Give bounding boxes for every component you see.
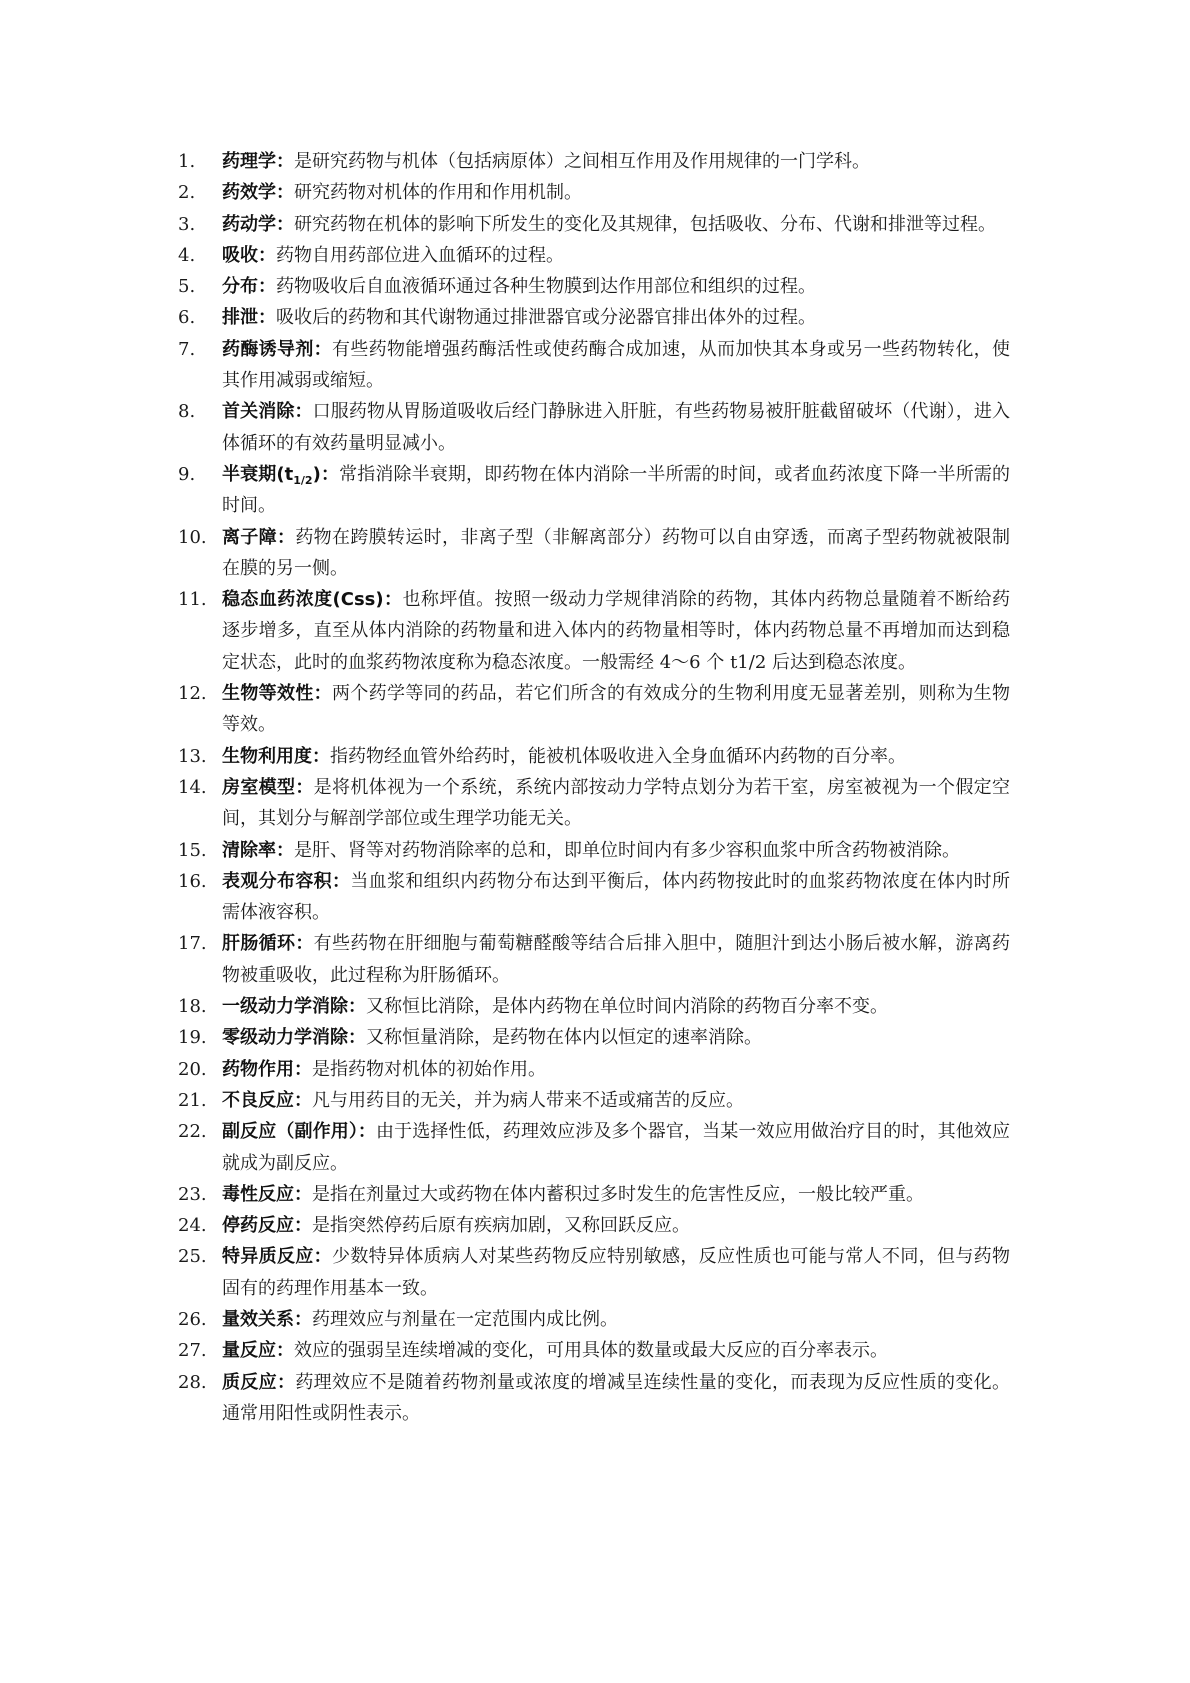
list-item [178,271,1010,302]
list-item [178,741,1010,772]
item-term [222,464,339,485]
list-item [178,146,1010,177]
list-item [178,1116,1010,1179]
list-item [178,835,1010,866]
item-body [222,1054,1010,1085]
list-item [178,459,1010,522]
item-body [222,396,1010,459]
list-item [178,991,1010,1022]
item-term: 肝肠循环： [222,933,314,955]
item-number: 25. [178,1246,207,1268]
item-text: 效应的强弱呈连续增减的变化，可用具体的数量或最大反应的百分率表示。 [294,1340,888,1362]
item-number: 12. [178,683,207,705]
item-body [222,177,1010,208]
item-term: 停药反应： [222,1215,312,1237]
item-term: 毒性反应： [222,1183,312,1205]
item-term: 质反应： [222,1371,296,1393]
item-number: 28. [178,1371,207,1393]
item-text: 有些药物在肝细胞与葡萄糖醛酸等结合后排入胆中，随胆汁到达小肠后被水解，游离药物被重吸收，此过程称为肝肠循环。 [222,933,1011,986]
item-number: 21. [178,1089,207,1111]
list-item [178,772,1010,835]
list-item [178,302,1010,333]
term-text-end: )： [312,463,340,485]
item-text: 药物在跨膜转运时，非离子型（非解离部分）药物可以自由穿透，而离子型药物就被限制在膜的另一侧。 [222,526,1011,579]
item-number: 6. [178,307,196,329]
item-number: 17. [178,933,207,955]
list-item [178,1241,1010,1304]
list-item [178,177,1010,208]
item-number: 7. [178,338,196,360]
item-term: 房室模型： [222,776,314,798]
item-body [222,1335,1010,1366]
item-text: 也称坪值。按照一级动力学规律消除的药物，其体内药物总量随着不断给药逐步增多，直至从体内消除的药物量和进入体内的药物量相等时，体内药物总量不再增加而达到稳定状态，此时的血浆药物浓度称为稳态浓度。一般需经 4～6 个 t1/2 后达到稳态浓度。 [222,589,1011,673]
item-number: 23. [178,1183,207,1205]
item-term: 药效学： [222,182,294,204]
item-body [222,1085,1010,1116]
item-body [222,1304,1010,1335]
item-text: 口服药物从胃肠道吸收后经门静脉进入肝脏，有些药物易被肝脏截留破坏（代谢），进入体循环的有效药量明显减小。 [222,401,1011,454]
item-text: 当血浆和组织内药物分布达到平衡后，体内药物按此时的血浆药物浓度在体内时所需体液容积。 [222,870,1011,924]
item-body [222,772,1010,835]
item-term: 生物等效性： [222,683,332,705]
item-term: 吸收： [222,244,276,266]
item-body [222,459,1010,522]
item-text: 少数特异体质病人对某些药物反应特别敏感，反应性质也可能与常人不同，但与药物固有的药理作用基本一致。 [222,1246,1010,1299]
item-body [222,928,1010,991]
item-body [222,271,1010,302]
list-item [178,1022,1010,1053]
item-number: 2. [178,182,196,204]
item-term: 量效关系： [222,1308,312,1330]
item-term: 零级动力学消除： [222,1027,366,1049]
item-term: 副反应（副作用）： [222,1121,377,1143]
item-text: 又称恒比消除，是体内药物在单位时间内消除的药物百分率不变。 [366,996,888,1018]
item-term: 药酶诱导剂： [222,338,332,360]
item-term: 一级动力学消除： [222,996,366,1018]
item-term: 药物作用： [222,1058,312,1080]
list-item [178,1210,1010,1241]
item-number: 11. [178,589,207,611]
item-body [222,866,1010,929]
item-text: 有些药物能增强药酶活性或使药酶合成加速，从而加快其本身或另一些药物转化，使其作用减弱或缩短。 [222,338,1010,392]
list-item [178,866,1010,929]
item-number: 9. [178,463,196,485]
item-term: 分布： [222,276,276,298]
item-text: 是指在剂量过大或药物在体内蓄积过多时发生的危害性反应，一般比较严重。 [312,1183,924,1205]
item-number: 10. [178,526,207,548]
item-number: 5. [178,276,196,298]
item-body [222,1210,1010,1241]
item-text: 药物自用药部位进入血循环的过程。 [276,244,564,266]
item-term: 首关消除： [222,401,313,423]
item-text: 指药物经血管外给药时，能被机体吸收进入全身血循环内药物的百分率。 [330,745,906,767]
item-body [222,1367,1010,1430]
term-text: 半衰期(t [222,463,294,485]
list-item [178,1367,1010,1430]
item-text: 又称恒量消除，是药物在体内以恒定的速率消除。 [366,1027,762,1049]
list-item [178,678,1010,741]
definition-list [178,146,1010,1429]
item-number: 8. [178,401,196,423]
item-text: 是肝、肾等对药物消除率的总和，即单位时间内有多少容积血浆中所含药物被消除。 [294,839,960,861]
item-number: 22. [178,1121,207,1143]
item-text: 凡与用药目的无关，并为病人带来不适或痛苦的反应。 [312,1089,744,1111]
list-item [178,396,1010,459]
item-body [222,1241,1010,1304]
list-item [178,1179,1010,1210]
item-text: 是指突然停药后原有疾病加剧，又称回跃反应。 [312,1215,690,1237]
item-number: 3. [178,213,196,235]
list-item [178,1335,1010,1366]
item-term: 特异质反应： [222,1246,332,1268]
item-number: 15. [178,839,207,861]
item-term: 稳态血药浓度(Css)： [222,589,403,611]
item-body [222,835,1010,866]
item-number: 14. [178,776,207,798]
item-body [222,584,1010,678]
item-number: 20. [178,1058,207,1080]
item-body [222,240,1010,271]
item-text: 是将机体视为一个系统，系统内部按动力学特点划分为若干室，房室被视为一个假定空间，其划分与解剖学部位或生理学功能无关。 [222,776,1011,830]
item-text: 药理效应不是随着药物剂量或浓度的增减呈连续性量的变化，而表现为反应性质的变化。通常用阳性或阴性表示。 [222,1371,1011,1424]
item-body [222,1116,1010,1179]
item-number: 27. [178,1340,207,1362]
item-text: 是指药物对机体的初始作用。 [312,1058,546,1080]
item-number: 24. [178,1215,207,1237]
item-body [222,1179,1010,1210]
item-term: 排泄： [222,307,276,329]
item-term: 离子障： [222,526,296,548]
item-term: 药理学： [222,151,294,172]
list-item [178,209,1010,240]
list-item [178,522,1010,585]
item-body [222,678,1010,741]
item-term: 量反应： [222,1340,294,1362]
list-item [178,240,1010,271]
item-number: 4. [178,244,196,266]
item-text: 药理效应与剂量在一定范围内成比例。 [312,1308,618,1330]
item-body [222,991,1010,1022]
item-number: 19. [178,1027,207,1049]
item-term: 清除率： [222,839,294,861]
list-item [178,1304,1010,1335]
list-item [178,584,1010,678]
item-text: 吸收后的药物和其代谢物通过排泄器官或分泌器官排出体外的过程。 [276,307,816,329]
list-item [178,1054,1010,1085]
item-number: 18. [178,996,207,1018]
item-number: 26. [178,1308,207,1330]
item-term: 生物利用度： [222,745,330,767]
item-term: 药动学： [222,213,294,235]
item-body [222,741,1010,772]
item-body [222,146,1010,177]
item-text: 研究药物对机体的作用和作用机制。 [294,182,582,204]
list-item [178,1085,1010,1116]
item-number: 13. [178,745,207,767]
item-text: 常指消除半衰期，即药物在体内消除一半所需的时间，或者血药浓度下降一半所需的时间。 [222,463,1010,517]
item-body [222,334,1010,397]
item-text: 是研究药物与机体（包括病原体）之间相互作用及作用规律的一门学科。 [294,151,870,172]
item-text: 两个药学等同的药品，若它们所含的有效成分的生物利用度无显著差别，则称为生物等效。 [222,683,1010,736]
item-body [222,522,1010,585]
item-body [222,1022,1010,1053]
list-item [178,334,1010,397]
item-body [222,302,1010,333]
item-text: 药物吸收后自血液循环通过各种生物膜到达作用部位和组织的过程。 [276,276,816,298]
list-item [178,928,1010,991]
item-body [222,209,1010,240]
item-number: 16. [178,870,207,892]
item-text: 由于选择性低，药理效应涉及多个器官，当某一效应用做治疗目的时，其他效应就成为副反应。 [222,1121,1010,1174]
item-term: 表观分布容积： [222,870,351,892]
term-subscript: 1/2 [293,473,313,487]
item-text: 研究药物在机体的影响下所发生的变化及其规律，包括吸收、分布、代谢和排泄等过程。 [294,213,996,235]
item-term: 不良反应： [222,1089,312,1111]
item-number: 1. [178,151,196,172]
